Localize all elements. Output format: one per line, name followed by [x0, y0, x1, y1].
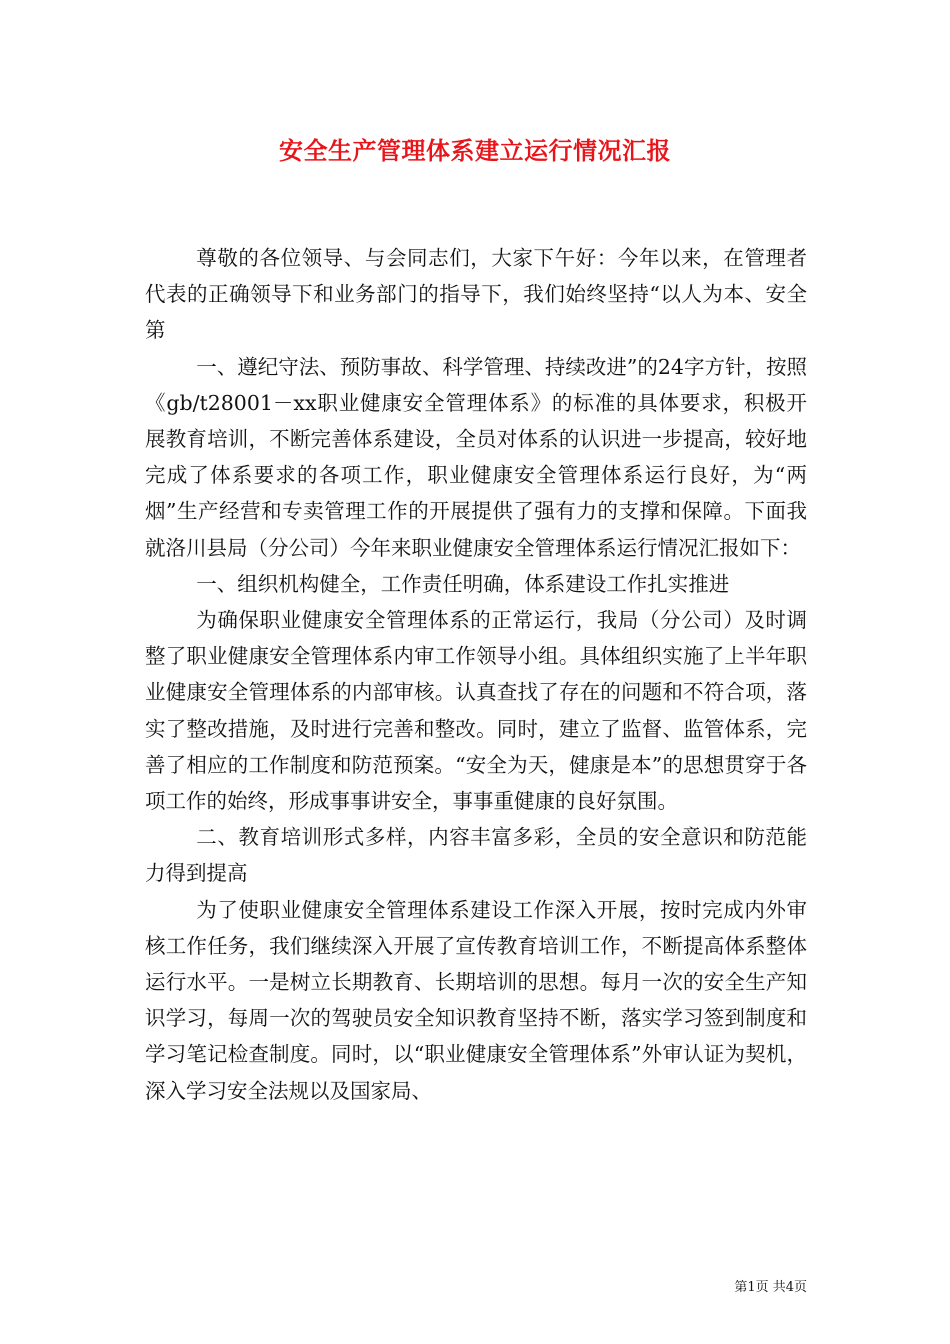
- document-body: [145, 240, 807, 1109]
- body-paragraph: 一、遵纪守法、预防事故、科学管理、持续改进”的24字方针，按照《gb/t28001－xx职业健康安全管理体系》的标准的具体要求，积极开展教育培训，不断完善体系建设，全员对体系的认识进一步提高，较好地完成了体系要求的各项工作，职业健康安全管理体系运行良好，为“两烟”生产经营和专卖管理工作的开展提供了强有力的支撑和保障。下面我就洛川县局（分公司）今年来职业健康安全管理体系运行情况汇报如下：: [145, 354, 807, 560]
- body-paragraph: 尊敬的各位领导、与会同志们，大家下午好：今年以来，在管理者代表的正确领导下和业务部门的指导下，我们始终坚持“以人为本、安全第: [145, 246, 807, 343]
- section-heading: 一、组织机构健全，工作责任明确，体系建设工作扎实推进: [196, 571, 730, 596]
- body-paragraph: 为确保职业健康安全管理体系的正常运行，我局（分公司）及时调整了职业健康安全管理体系内审工作领导小组。具体组织实施了上半年职业健康安全管理体系的内部审核。认真查找了存在的问题和不符合项，落实了整改措施，及时进行完善和整改。同时，建立了监督、监管体系，完善了相应的工作制度和防范预案。“安全为天，健康是本”的思想贯穿于各项工作的始终，形成事事讲安全，事事重健康的良好氛围。: [145, 608, 807, 814]
- section-heading: 二、教育培训形式多样，内容丰富多彩，全员的安全意识和防范能力得到提高: [145, 825, 807, 886]
- body-paragraph: 为了使职业健康安全管理体系建设工作深入开展，按时完成内外审核工作任务，我们继续深入开展了宣传教育培训工作，不断提高体系整体运行水平。一是树立长期教育、长期培训的思想。每月一次的安全生产知识学习，每周一次的驾驶员安全知识教育坚持不断，落实学习签到制度和学习笔记检查制度。同时，以“职业健康安全管理体系”外审认证为契机，深入学习安全法规以及国家局、: [145, 897, 807, 1103]
- document-title: 安全生产管理体系建立运行情况汇报: [279, 136, 671, 165]
- page-number: 第1页 共4页: [734, 1280, 807, 1295]
